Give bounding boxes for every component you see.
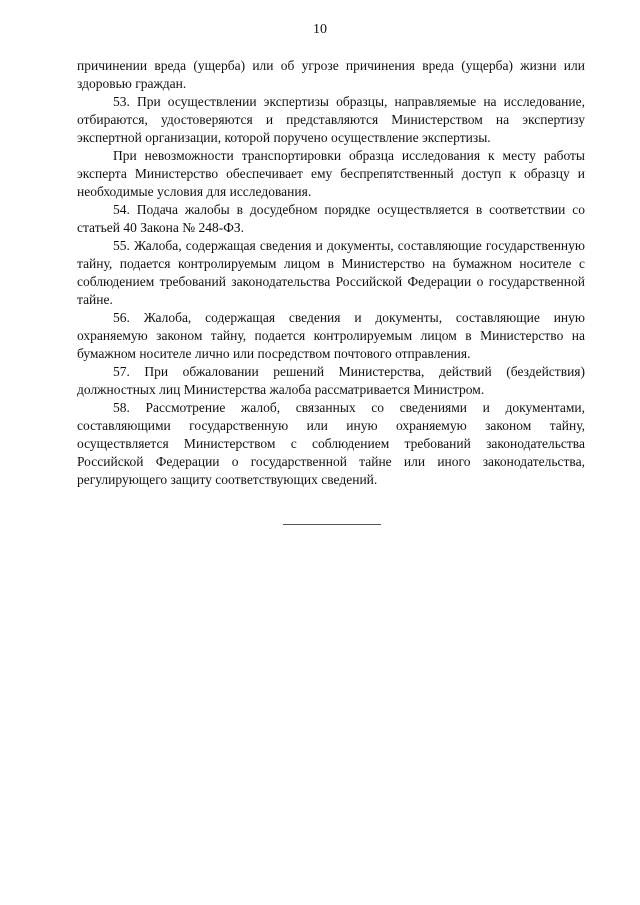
paragraph-57: 57. При обжаловании решений Министерства, действий (бездействия) должностных лиц Министерства жалоба рассматривается Министром.	[77, 364, 585, 397]
paragraph-55: 55. Жалоба, содержащая сведения и документы, составляющие государственную тайну, подается контролируемым лицом в Министерство на бумажном носителе с соблюдением требований законодательства Российской Федерации о государственной тайне.	[77, 238, 585, 307]
end-divider-line	[283, 524, 381, 525]
paragraph-53-transport: При невозможности транспортировки образца исследования к месту работы эксперта Министерство обеспечивает ему беспрепятственный доступ к образцу и необходимые условия для исследования.	[77, 148, 585, 199]
paragraph-53: 53. При осуществлении экспертизы образцы, направляемые на исследование, отбираются, удостоверяются и представляются Министерством на экспертизу экспертной организации, которой поручено осуществление экспертизы.	[77, 94, 585, 145]
paragraph-54: 54. Подача жалобы в досудебном порядке осуществляется в соответствии со статьей 40 Закона № 248-ФЗ.	[77, 202, 585, 235]
page-number: 10	[313, 22, 327, 37]
paragraph-56: 56. Жалоба, содержащая сведения и документы, составляющие иную охраняемую законом тайну, подается контролируемым лицом в Министерство на бумажном носителе лично или посредством почтового отправления.	[77, 310, 585, 361]
paragraph-continuation: причинении вреда (ущерба) или об угрозе причинения вреда (ущерба) жизни или здоровью граждан.	[77, 58, 585, 91]
paragraph-58: 58. Рассмотрение жалоб, связанных со сведениями и документами, составляющими государственную или иную охраняемую законом тайну, осуществляется Министерством с соблюдением требований законодательства Российской Федерации о государственной тайне или иного законодательства, регулирующего защиту соответствующих сведений.	[77, 400, 585, 487]
document-body	[77, 57, 585, 489]
